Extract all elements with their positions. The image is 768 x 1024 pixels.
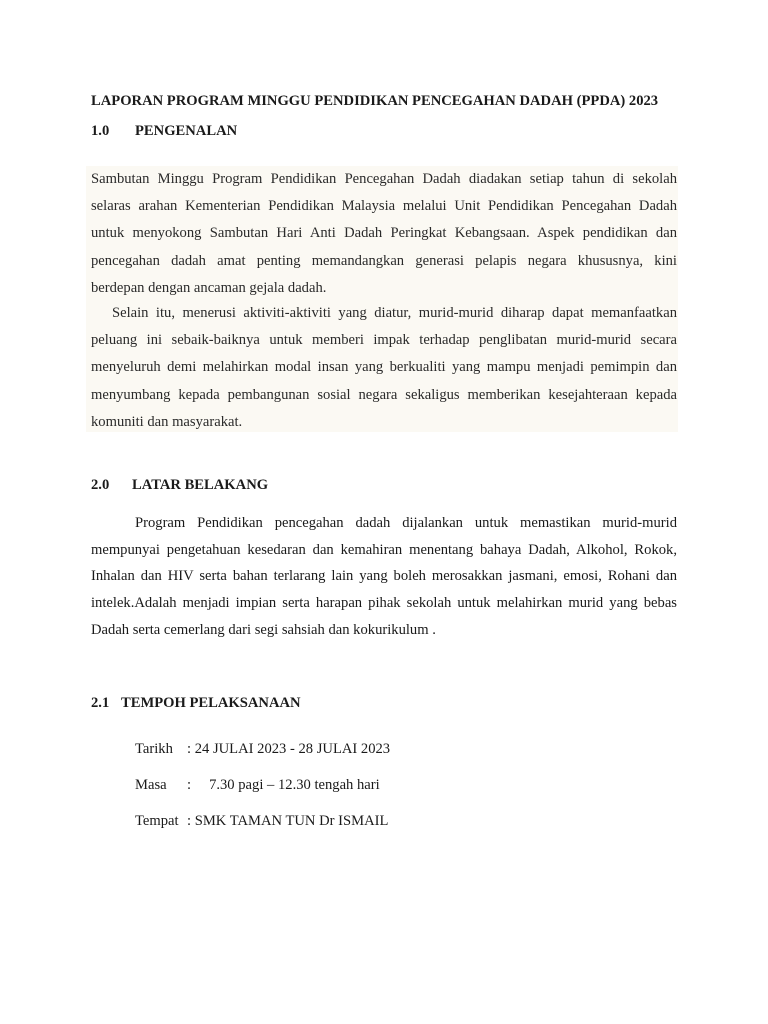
date-value: 24 JULAI 2023 - 28 JULAI 2023 [194,741,391,757]
time-row [135,777,380,794]
paragraph-line: untuk menyokong Sambutan Hari Anti Dadah Peringkat Kebangsaan. Aspek pendidikan dan [91,225,677,242]
introduction-paragraph-1 [91,166,677,302]
paragraph-line: Sambutan Minggu Program Pendidikan Pencegahan Dadah diadakan setiap tahun di sekolah [91,171,677,187]
paragraph-line: Program Pendidikan pencegahan dadah dijalankan untuk memastikan murid-murid [135,515,677,531]
paragraph-line: intelek.Adalah menjadi impian serta harapan pihak sekolah untuk melahirkan murid yang bebas [91,595,677,612]
paragraph-line: menyumbang kepada pembangunan sosial negara sekaligus memberikan kesejahteraan kepada [91,386,677,403]
section-2-heading [91,477,268,494]
time-label: Masa [135,777,167,793]
paragraph-line: mempunyai pengetahuan kesedaran dan kemahiran menentang bahaya Dadah, Alkohol, Rokok, [91,541,677,558]
date-label: Tarikh [135,741,173,757]
paragraph-line: pencegahan dadah amat penting memandangkan generasi pelapis negara khususnya, kini [91,252,677,269]
paragraph-line: komuniti dan masyarakat. [91,413,243,430]
time-separator: : [187,777,192,793]
section-2-1-number: 2.1 [91,695,110,711]
section-2-number: 2.0 [91,477,110,493]
introduction-paragraph-2 [91,300,677,436]
document-title: LAPORAN PROGRAM MINGGU PENDIDIKAN PENCEGAHAN DADAH (PPDA) 2023 [91,93,659,109]
time-value: 7.30 pagi – 12.30 tengah hari [209,777,380,793]
section-2-1-heading [91,695,301,712]
venue-separator: : [187,813,192,829]
venue-row [135,813,388,830]
paragraph-line: Dadah serta cemerlang dari segi sahsiah dan kokurikulum . [91,621,436,638]
section-1-number: 1.0 [91,123,110,139]
section-1-title: PENGENALAN [135,123,238,139]
section-2-title: LATAR BELAKANG [132,477,269,493]
paragraph-line: peluang ini sebaik-baiknya untuk memberi impak terhadap penglibatan murid-murid secara [91,332,677,349]
paragraph-line: berdepan dengan ancaman gejala dadah. [91,279,327,296]
venue-label: Tempat [135,813,179,829]
background-paragraph [91,510,677,644]
paragraph-line: Selain itu, menerusi aktiviti-aktiviti yang diatur, murid-murid diharap dapat memanfaatkan [112,305,677,321]
section-2-1-title: TEMPOH PELAKSANAAN [121,695,301,711]
venue-value: SMK TAMAN TUN Dr ISMAIL [194,813,389,829]
paragraph-line: Inhalan dan HIV serta bahan terlarang lain yang boleh merosakkan jasmani, emosi, Rohani dan [91,568,677,585]
paragraph-line: menyeluruh demi melahirkan modal insan yang berkualiti yang mampu menjadi pemimpin dan [91,359,677,376]
date-separator: : [187,741,192,757]
paragraph-line: selaras arahan Kementerian Pendidikan Malaysia melalui Unit Pendidikan Pencegahan Dadah [91,198,677,215]
section-1-heading [91,123,237,140]
date-row [135,741,390,758]
